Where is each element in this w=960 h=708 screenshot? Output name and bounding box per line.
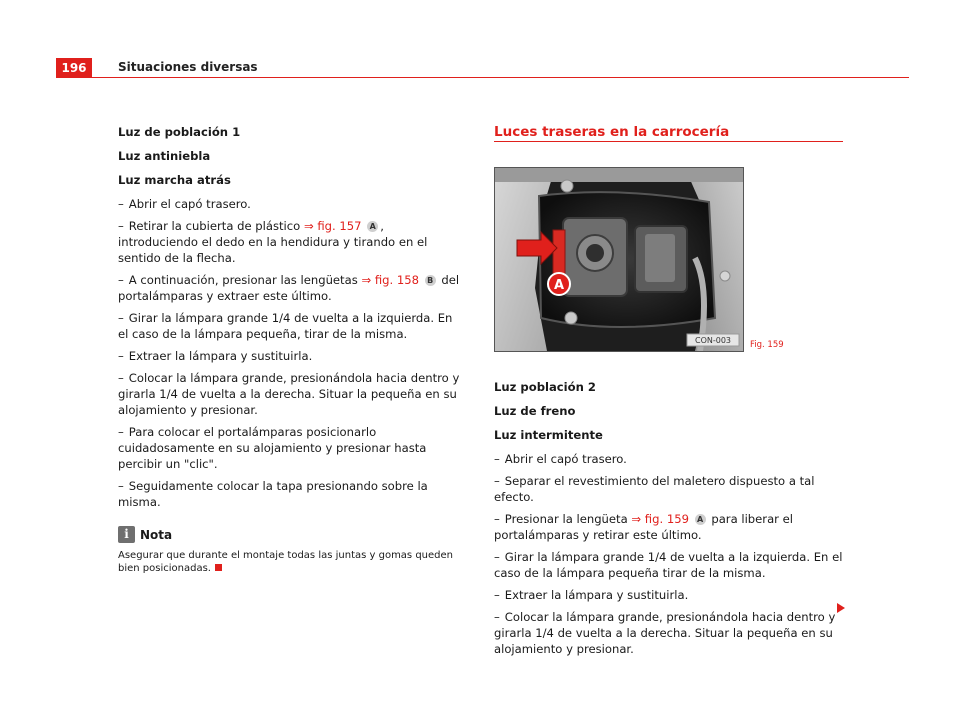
dash: – <box>494 550 500 564</box>
step-text: Girar la lámpara grande 1/4 de vuelta a la izquierda. En el caso de la lámpara pequeña tirar de la misma. <box>494 550 843 580</box>
fig-157-link[interactable]: fig. 157 <box>317 219 362 233</box>
heading-luz-intermitente: Luz intermitente <box>494 428 603 442</box>
dash: – <box>118 197 124 211</box>
step-6 <box>118 370 466 418</box>
arrow-icon: ⇒ <box>631 512 642 526</box>
step-text: Para colocar el portalámparas posicionarlo cuidadosamente en su alojamiento y presionar hasta percibir un "clic". <box>118 425 427 471</box>
step-3 <box>494 511 844 543</box>
step-text: Extraer la lámpara y sustituirla. <box>504 588 689 602</box>
step-text: Abrir el capó trasero. <box>128 197 251 211</box>
dash: – <box>494 512 500 526</box>
step-4 <box>118 310 466 342</box>
step-8 <box>118 478 466 510</box>
figure-letter-a: A <box>553 278 565 293</box>
heading-luz-poblacion-2: Luz población 2 <box>494 380 596 394</box>
header-divider <box>56 77 909 78</box>
step-text: Separar el revestimiento del maletero dispuesto a tal efecto. <box>494 474 815 504</box>
step-text: , introduciendo el dedo en la hendidura y tirando en el sentido de la flecha. <box>118 219 428 265</box>
taillight-photo <box>495 168 743 351</box>
step-text: del portalámparas y extraer este último. <box>118 273 460 303</box>
step-text: Seguidamente colocar la tapa presionando sobre la misma. <box>118 479 428 509</box>
dash: – <box>494 474 500 488</box>
right-column <box>494 379 844 663</box>
next-page-arrow-icon <box>837 603 845 613</box>
step-text: Retirar la cubierta de plástico <box>128 219 301 233</box>
arrow-icon: ⇒ <box>361 273 372 287</box>
note-text: Asegurar que durante el montaje todas las juntas y gomas queden bien posicionadas. <box>118 550 453 574</box>
right-heading-divider <box>494 141 843 142</box>
dash: – <box>494 452 500 466</box>
dash: – <box>118 311 124 325</box>
callout-badge-a: A <box>695 514 706 525</box>
dash: – <box>118 273 124 287</box>
step-text: Colocar la lámpara grande, presionándola hacia dentro y girarla 1/4 de vuelta a la derecha. Situar la pequeña en su alojamiento y presionar. <box>494 610 836 656</box>
step-text: Girar la lámpara grande 1/4 de vuelta a la izquierda. En el caso de la lámpara pequeña, tirar de la misma. <box>118 311 453 341</box>
note-body <box>118 549 466 575</box>
page-number: 196 <box>56 58 92 77</box>
dash: – <box>118 349 124 363</box>
step-6 <box>494 609 844 657</box>
fig-158-link[interactable]: fig. 158 <box>374 273 420 287</box>
step-3 <box>118 272 466 304</box>
callout-badge-a: A <box>367 221 378 232</box>
step-5 <box>494 587 844 603</box>
step-2 <box>118 218 466 266</box>
info-icon: i <box>118 526 135 543</box>
step-2 <box>494 473 844 505</box>
heading-luz-marcha-atras: Luz marcha atrás <box>118 173 231 187</box>
step-text: Abrir el capó trasero. <box>504 452 627 466</box>
fig-159-link[interactable]: fig. 159 <box>644 512 689 526</box>
step-4 <box>494 549 844 581</box>
dash: – <box>118 219 124 233</box>
dash: – <box>494 610 500 624</box>
arrow-icon: ⇒ <box>303 219 314 233</box>
step-text: Colocar la lámpara grande, presionándola hacia dentro y girarla 1/4 de vuelta a la derecha. Situar la pequeña en su alojamiento y presionar. <box>118 371 460 417</box>
heading-luz-de-freno: Luz de freno <box>494 404 576 418</box>
step-1 <box>118 196 466 212</box>
step-text: Extraer la lámpara y sustituirla. <box>128 349 313 363</box>
end-marker-icon <box>215 564 222 571</box>
left-column <box>118 124 466 575</box>
heading-luz-antiniebla: Luz antiniebla <box>118 149 211 163</box>
step-text: para liberar el portalámparas y retirar este último. <box>494 512 793 542</box>
right-heading: Luces traseras en la carrocería <box>494 124 730 140</box>
note-title: Nota <box>140 527 173 542</box>
figure-code: CON-003 <box>694 336 732 345</box>
step-1 <box>494 451 844 467</box>
step-text: Presionar la lengüeta <box>504 512 628 526</box>
heading-luz-poblacion-1: Luz de población 1 <box>118 125 241 139</box>
callout-badge-b: B <box>425 275 436 286</box>
section-title: Situaciones diversas <box>118 60 258 74</box>
step-5 <box>118 348 466 364</box>
figure-caption: Fig. 159 <box>750 340 784 350</box>
dash: – <box>118 425 124 439</box>
step-text: A continuación, presionar las lengüetas <box>128 273 358 287</box>
step-7 <box>118 424 466 472</box>
note-header <box>118 526 466 543</box>
dash: – <box>118 479 124 493</box>
dash: – <box>494 588 500 602</box>
dash: – <box>118 371 124 385</box>
figure-159 <box>494 167 744 352</box>
